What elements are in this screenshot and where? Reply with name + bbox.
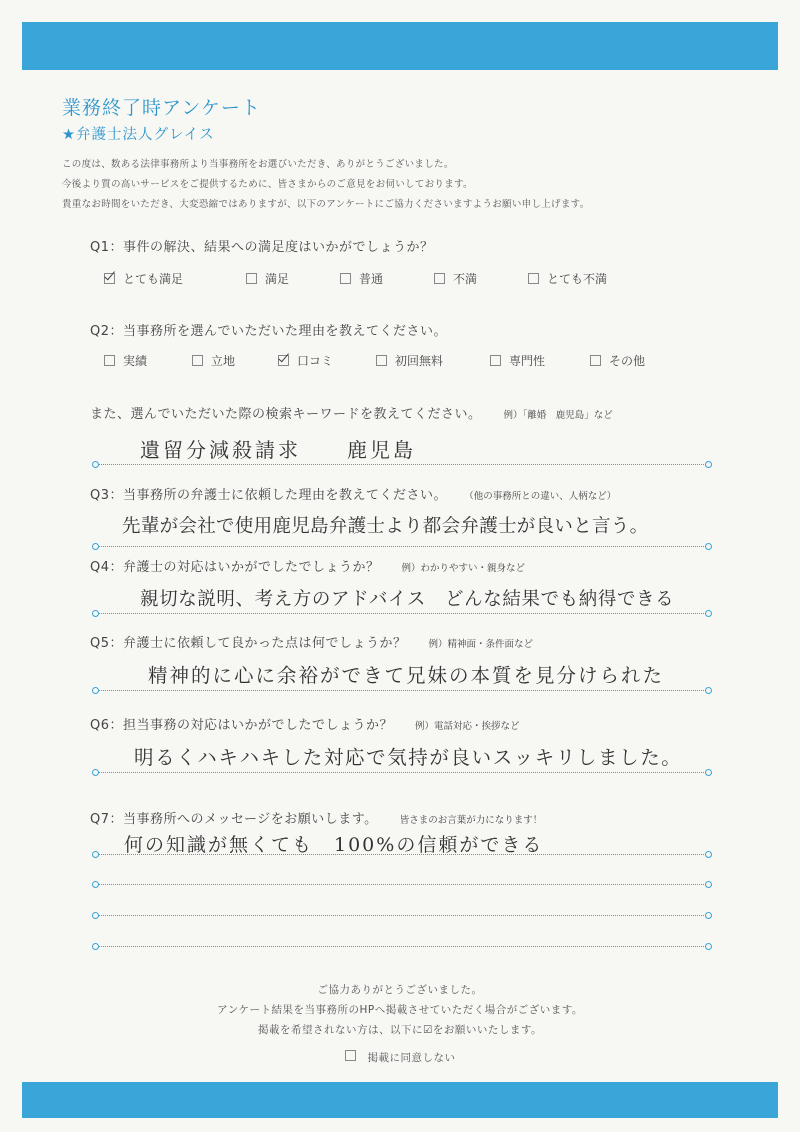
checkbox-q1-1[interactable] <box>246 273 257 284</box>
checkbox-q1-3[interactable] <box>434 273 445 284</box>
q3-answer-line <box>98 546 706 547</box>
checkbox-q1-2[interactable] <box>340 273 351 284</box>
keywords-label: また、選んでいただいた際の検索キーワードを教えてください。 例）「離婚 鹿児島」など <box>90 407 613 422</box>
q2-label: Q2：当事務所を選んでいただいた理由を教えてください。 <box>90 324 448 339</box>
q2-option-track-record[interactable]: 実績 <box>104 352 192 369</box>
q5-example: 例）精神面・条件面など <box>428 639 534 650</box>
keywords-answer[interactable]: 遺留分減殺請求 鹿児島 <box>140 438 416 462</box>
q1-option-dissatisfied[interactable]: 不満 <box>434 270 528 287</box>
q6-example: 例）電話対応・挨拶など <box>415 721 520 732</box>
q1-option-very-satisfied[interactable]: とても満足 <box>104 270 246 287</box>
footer-thanks: ご協力ありがとうございました。 <box>317 984 483 996</box>
checkbox-q1-0[interactable] <box>104 273 115 284</box>
q2-options <box>104 352 645 369</box>
keywords-answer-line <box>98 464 706 465</box>
q7-label: Q7：当事務所へのメッセージをお願いします。 皆さまのお言葉が力になります！ <box>90 812 543 827</box>
checkbox-q1-4[interactable] <box>528 273 539 284</box>
q1-option-very-dissatisfied[interactable]: とても不満 <box>528 270 607 287</box>
q2-option-location[interactable]: 立地 <box>192 352 278 369</box>
intro-line-3: 貴重なお時間をいただき、大変恐縮ではありますが、以下のアンケートにご協力くださいますようお願い申し上げます。 <box>62 199 590 210</box>
cloud-border <box>22 40 778 90</box>
intro-line-2: 今後より質の高いサービスをご提供するために、皆さまからのご意見をお伺いしております。 <box>62 179 473 190</box>
bottom-banner <box>22 1082 778 1118</box>
q3-answer[interactable]: 先輩が会社で使用鹿児島弁護士より都会弁護士が良いと言う。 <box>122 516 649 537</box>
q5-answer[interactable]: 精神的に心に余裕ができて兄妹の本質を見分けられた <box>148 664 665 687</box>
q2-option-expertise[interactable]: 専門性 <box>490 352 590 369</box>
q2-option-other[interactable]: その他 <box>590 352 645 369</box>
q7-answer[interactable]: 何の知識が無くても 100%の信頼ができる <box>124 834 544 856</box>
checkbox-q2-5[interactable] <box>590 355 601 366</box>
optout-checkbox[interactable] <box>345 1050 356 1061</box>
checkbox-q2-2[interactable] <box>278 355 289 366</box>
intro-line-1: この度は、数ある法律事務所より当事務所をお選びいただき、ありがとうございました。 <box>62 159 454 170</box>
q3-example: （他の事務所との違い、人柄など） <box>469 491 617 502</box>
q4-example: 例）わかりやすい・親身など <box>401 563 526 574</box>
q7-answer-line-2 <box>98 884 706 885</box>
q6-answer-line <box>98 772 706 773</box>
q4-answer[interactable]: 親切な説明、考え方のアドバイス どんな結果でも納得できる <box>140 589 675 610</box>
q4-label: Q4：弁護士の対応はいかがでしたでしょうか？ 例）わかりやすい・親身など <box>90 560 526 575</box>
q1-options <box>104 270 607 287</box>
q1-option-satisfied[interactable]: 満足 <box>246 270 340 287</box>
q2-option-free-consultation[interactable]: 初回無料 <box>376 352 490 369</box>
q1-option-neutral[interactable]: 普通 <box>340 270 434 287</box>
footer-optout[interactable]: 掲載に同意しない <box>0 1050 800 1065</box>
q3-label: Q3：当事務所の弁護士に依頼した理由を教えてください。 （他の事務所との違い、人柄など） <box>90 488 617 503</box>
q5-answer-line <box>98 690 706 691</box>
q2-option-word-of-mouth[interactable]: 口コミ <box>278 352 376 369</box>
firm-name: ★弁護士法人グレイス <box>62 127 215 143</box>
q7-answer-line-3 <box>98 915 706 916</box>
q6-answer[interactable]: 明るくハキハキした対応で気持が良いスッキリしました。 <box>134 746 683 769</box>
q7-answer-line-1 <box>98 854 706 855</box>
checkbox-q2-3[interactable] <box>376 355 387 366</box>
footer-note-1: アンケート結果を当事務所のHPへ掲載させていただく場合がございます。 <box>217 1004 583 1016</box>
keywords-example: 例）「離婚 鹿児島」など <box>503 410 613 421</box>
footer-note-2: 掲載を希望されない方は、以下に☑をお願いいたします。 <box>257 1024 543 1036</box>
q6-label: Q6：担当事務の対応はいかがでしたでしょうか？ 例）電話対応・挨拶など <box>90 718 520 733</box>
q7-example: 皆さまのお言葉が力になります！ <box>399 815 543 826</box>
checkbox-q2-0[interactable] <box>104 355 115 366</box>
q7-answer-line-4 <box>98 946 706 947</box>
q5-label: Q5：弁護士に依頼して良かった点は何でしょうか？ 例）精神面・条件面など <box>90 636 534 651</box>
q1-label: Q1：事件の解決、結果への満足度はいかがでしょうか？ <box>90 240 434 255</box>
survey-title: 業務終了時アンケート <box>62 97 261 119</box>
checkbox-q2-1[interactable] <box>192 355 203 366</box>
checkbox-q2-4[interactable] <box>490 355 501 366</box>
q4-answer-line <box>98 613 706 614</box>
